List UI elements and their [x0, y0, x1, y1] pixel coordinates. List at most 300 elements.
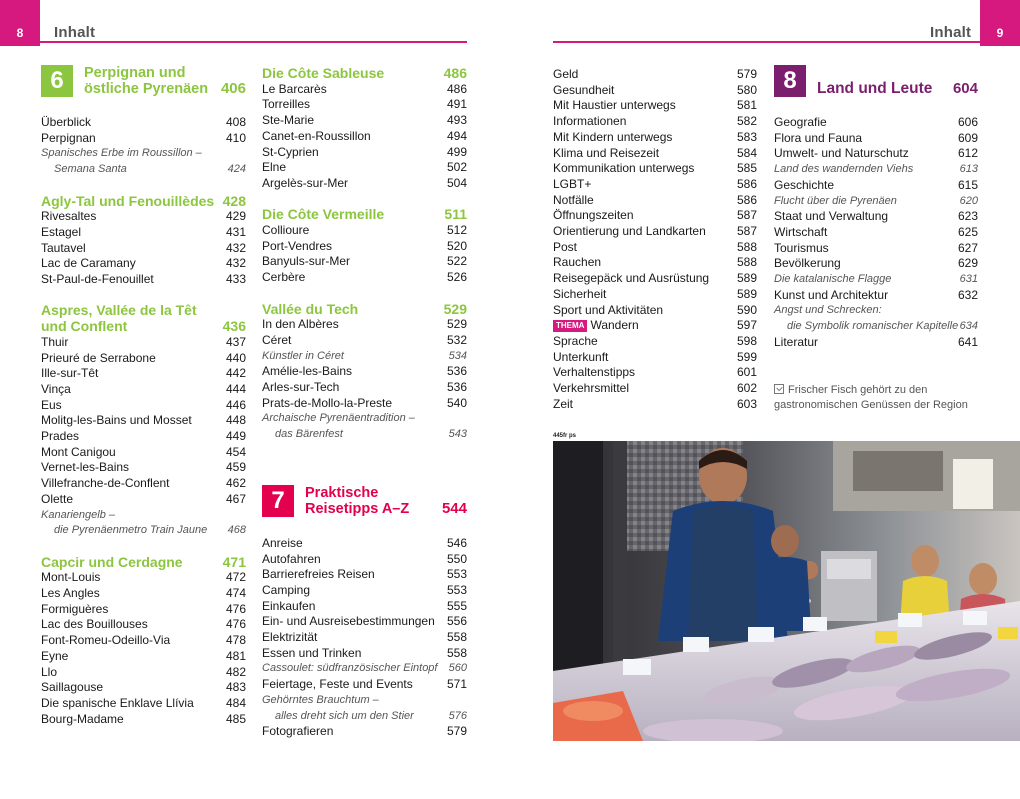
toc-entry[interactable]: [553, 397, 757, 413]
toc-entry-page: 532: [446, 332, 467, 347]
toc-entry[interactable]: [553, 193, 757, 209]
toc-entry-title: Mit Haustier unterwegs: [553, 98, 676, 113]
toc-entry[interactable]: [41, 382, 246, 398]
toc-entry[interactable]: [262, 427, 467, 443]
toc-entry[interactable]: [774, 225, 978, 241]
toc-entry[interactable]: [553, 271, 757, 287]
toc-entry[interactable]: [262, 411, 467, 427]
toc-entry[interactable]: [41, 586, 246, 602]
toc-entry-page: 534: [448, 349, 467, 362]
toc-list: [262, 223, 467, 286]
toc-entry[interactable]: [262, 129, 467, 145]
toc-entry[interactable]: [553, 161, 757, 177]
toc-list: [41, 570, 246, 727]
chapter-7-number-box: 7: [262, 485, 294, 517]
toc-list: [262, 317, 467, 443]
toc-entry[interactable]: [553, 114, 757, 130]
section-heading-sableuse[interactable]: [262, 66, 467, 82]
toc-entry-title: Feiertage, Feste und Events: [262, 677, 413, 692]
toc-entry-title: die Symbolik romanischer Kapitelle: [787, 320, 959, 333]
toc-entry[interactable]: [262, 583, 467, 599]
toc-entry-page: 485: [225, 711, 246, 726]
toc-entry[interactable]: [41, 696, 246, 712]
toc-entry-title: Amélie-les-Bains: [262, 364, 353, 379]
toc-entry[interactable]: [41, 209, 246, 225]
toc-entry-page: 468: [227, 524, 246, 537]
toc-entry-page: 536: [446, 364, 467, 379]
toc-entry-page: 442: [225, 366, 246, 381]
toc-entry-title: Die katalanische Flagge: [774, 273, 892, 286]
toc-entry[interactable]: [262, 270, 467, 286]
toc-entry-title: Céret: [262, 332, 292, 347]
toc-entry[interactable]: [262, 567, 467, 583]
section-page: 529: [443, 300, 467, 317]
toc-entry[interactable]: [262, 349, 467, 365]
toc-entry-title: Olette: [41, 491, 74, 506]
toc-entry-page: 522: [446, 254, 467, 269]
toc-entry-title: Kunst und Architektur: [774, 287, 889, 302]
toc-entry-page: 612: [957, 146, 978, 161]
toc-entry-title: Perpignan: [41, 130, 96, 145]
toc-entry-page: 632: [957, 287, 978, 302]
toc-entry[interactable]: [262, 661, 467, 677]
toc-entry[interactable]: [553, 67, 757, 83]
toc-entry-title: In den Albères: [262, 317, 339, 332]
toc-column-1: [41, 65, 246, 727]
toc-list: [262, 82, 467, 192]
toc-entry[interactable]: [774, 209, 978, 225]
toc-entry-title: Formiguères: [41, 601, 109, 616]
toc-entry-page: 602: [736, 381, 757, 396]
toc-entry[interactable]: [262, 160, 467, 176]
toc-entry-title: Collioure: [262, 223, 310, 238]
toc-entry-page: 502: [446, 160, 467, 175]
toc-entry[interactable]: [41, 570, 246, 586]
toc-entry-page: 481: [225, 648, 246, 663]
toc-entry[interactable]: [262, 239, 467, 255]
toc-entry-title: Argelès-sur-Mer: [262, 175, 349, 190]
toc-entry[interactable]: [262, 145, 467, 161]
toc-entry-title: Geografie: [774, 115, 827, 129]
toc-list: [41, 209, 246, 288]
section-title: Vallée du Tech: [262, 300, 359, 317]
toc-entry-title: Kanariengelb –: [41, 508, 116, 521]
toc-entry[interactable]: [774, 194, 978, 210]
toc-entry-title: Umwelt- und Naturschutz: [774, 146, 909, 161]
toc-entry[interactable]: [41, 445, 246, 461]
toc-entry[interactable]: [41, 162, 246, 178]
toc-entry[interactable]: [41, 256, 246, 272]
toc-entry-title: Post: [553, 239, 578, 254]
toc-entry-title: Geschichte: [774, 177, 835, 192]
toc-entry-title: Staat und Verwaltung: [774, 209, 889, 224]
toc-entry-title: Zeit: [553, 396, 574, 411]
toc-entry-title: LGBT+: [553, 176, 592, 191]
toc-entry-title: Lac de Caramany: [41, 256, 136, 271]
toc-entry-page: 629: [957, 256, 978, 271]
toc-entry-page: 560: [448, 662, 467, 675]
toc-entry[interactable]: [774, 131, 978, 147]
toc-entry-page: 446: [225, 397, 246, 412]
toc-entry-title: Land des wandernden Viehs: [774, 163, 914, 176]
toc-entry-page: 601: [736, 365, 757, 380]
toc-entry-page: 558: [446, 630, 467, 645]
toc-entry-page: 609: [957, 130, 978, 145]
toc-entry[interactable]: [262, 97, 467, 113]
toc-entry-title: Sprache: [553, 333, 598, 348]
toc-entry-page: 476: [225, 617, 246, 632]
toc-entry-page: 613: [959, 163, 978, 176]
toc-entry-page: 585: [736, 161, 757, 176]
toc-entry-page: 582: [736, 114, 757, 129]
toc-entry[interactable]: [774, 319, 978, 335]
toc-entry-title: St-Cyprien: [262, 144, 319, 159]
toc-entry-title: Unterkunft: [553, 349, 609, 364]
toc-entry[interactable]: [41, 225, 246, 241]
toc-entry-title: Angst und Schrecken:: [774, 304, 882, 317]
toc-entry-page: 526: [446, 270, 467, 285]
toc-entry[interactable]: [262, 176, 467, 192]
toc-entry-title: Künstler in Céret: [262, 349, 344, 362]
toc-entry-page: 482: [225, 664, 246, 679]
toc-entry-title: Prieuré de Serrabone: [41, 350, 156, 365]
toc-entry-title: Literatur: [774, 334, 819, 349]
toc-entry-title: Mont-Louis: [41, 570, 101, 585]
toc-list: [41, 115, 246, 178]
toc-entry-title: Barrierefreies Reisen: [262, 567, 375, 582]
toc-entry[interactable]: [262, 333, 467, 349]
photo-caption: Frischer Fisch gehört zu den gastronomischen Genüssen der Region: [774, 384, 968, 411]
toc-entry[interactable]: [262, 693, 467, 709]
toc-entry-page: 556: [446, 614, 467, 629]
toc-entry[interactable]: [41, 272, 246, 288]
toc-entry[interactable]: [41, 602, 246, 618]
toc-entry-title: Arles-sur-Tech: [262, 380, 340, 395]
toc-entry[interactable]: [262, 646, 467, 662]
toc-entry-page: 586: [736, 192, 757, 207]
section-heading-capcir[interactable]: [41, 555, 246, 571]
toc-entry-page: 581: [736, 98, 757, 113]
toc-entry-page: 603: [736, 396, 757, 411]
toc-entry-title: St-Paul-de-Fenouillet: [41, 272, 154, 287]
toc-entry-page: 587: [736, 224, 757, 239]
toc-entry[interactable]: [262, 599, 467, 615]
toc-entry-page: 433: [225, 272, 246, 287]
toc-entry[interactable]: [262, 317, 467, 333]
toc-entry-title: Bourg-Madame: [41, 711, 124, 726]
toc-entry[interactable]: [262, 630, 467, 646]
page-number-right: 9: [980, 0, 1020, 46]
toc-entry-page: 540: [446, 395, 467, 410]
toc-entry-title: Gesundheit: [553, 82, 615, 97]
toc-entry-title: Mont Canigou: [41, 444, 116, 459]
toc-entry-page: 588: [736, 239, 757, 254]
toc-entry[interactable]: [41, 617, 246, 633]
toc-entry-title: Vernet-les-Bains: [41, 460, 130, 475]
thema-badge: THEMA: [553, 320, 587, 332]
toc-entry[interactable]: [41, 366, 246, 382]
toc-entry[interactable]: [41, 680, 246, 696]
toc-entry-title: Klima und Reisezeit: [553, 145, 660, 160]
toc-entry-page: 586: [736, 176, 757, 191]
toc-list: [41, 335, 246, 539]
toc-entry-page: 553: [446, 582, 467, 597]
toc-entry-page: 584: [736, 145, 757, 160]
toc-entry[interactable]: [774, 288, 978, 304]
toc-entry[interactable]: [553, 130, 757, 146]
toc-entry[interactable]: [553, 303, 757, 319]
toc-entry-title: Autofahren: [262, 551, 321, 566]
toc-entry-page: 449: [225, 429, 246, 444]
toc-entry-page: 494: [446, 128, 467, 143]
toc-entry-page: 579: [446, 724, 467, 739]
toc-entry-title: Prades: [41, 429, 80, 444]
toc-entry-page: 491: [446, 97, 467, 112]
toc-entry-page: 615: [957, 177, 978, 192]
toc-entry[interactable]: [41, 492, 246, 508]
toc-entry[interactable]: [553, 208, 757, 224]
toc-column-4: [774, 65, 978, 351]
toc-entry-title: Cerbère: [262, 270, 306, 285]
toc-entry-page: 467: [225, 491, 246, 506]
toc-entry[interactable]: [774, 162, 978, 178]
header-rule-right: [553, 41, 980, 43]
toc-entry-page: 536: [446, 380, 467, 395]
chapter-8-page: 604: [952, 80, 978, 97]
toc-entry-title: Ein- und Ausreisebestimmungen: [262, 614, 435, 629]
toc-entry-page: 553: [446, 567, 467, 582]
toc-entry[interactable]: [41, 115, 246, 131]
toc-entry[interactable]: [553, 224, 757, 240]
toc-entry-page: 625: [957, 224, 978, 239]
chapter-8-heading[interactable]: [774, 65, 978, 97]
toc-entry-page: 499: [446, 144, 467, 159]
toc-entry[interactable]: [41, 335, 246, 351]
section-heading-vermeille[interactable]: [262, 207, 467, 223]
toc-entry[interactable]: [41, 476, 246, 492]
toc-entry[interactable]: [774, 178, 978, 194]
photo-credit: 445fr ps: [553, 433, 577, 439]
toc-entry[interactable]: [553, 83, 757, 99]
section-title: Capcir und Cerdagne: [41, 553, 183, 570]
toc-entry-title: Flora und Fauna: [774, 130, 863, 145]
section-page: 511: [444, 206, 467, 223]
toc-entry[interactable]: [41, 398, 246, 414]
toc-entry[interactable]: [774, 115, 978, 131]
toc-entry-page: 432: [225, 240, 246, 255]
toc-entry-title: Vinça: [41, 381, 71, 396]
toc-entry[interactable]: [41, 146, 246, 162]
toc-entry-title: Font-Romeu-Odeillo-Via: [41, 633, 171, 648]
toc-entry[interactable]: [41, 633, 246, 649]
toc-column-3: [553, 67, 757, 412]
toc-entry[interactable]: [553, 365, 757, 381]
toc-entry-title: Überblick: [41, 115, 92, 129]
toc-entry-page: 588: [736, 255, 757, 270]
toc-entry-title: Prats-de-Mollo-la-Preste: [262, 395, 393, 410]
toc-entry-title: Le Barcarès: [262, 81, 327, 96]
toc-entry[interactable]: [553, 334, 757, 350]
toc-entry-title: Öffnungszeiten: [553, 208, 634, 223]
fish-market-photo: [553, 441, 1020, 741]
toc-entry-page: 590: [736, 302, 757, 317]
photo-arrow-icon: [774, 384, 784, 394]
toc-entry-page: 476: [225, 601, 246, 616]
toc-entry-title: Archaische Pyrenäentradition –: [262, 412, 415, 425]
toc-entry-page: 484: [225, 695, 246, 710]
toc-entry-page: 579: [736, 67, 757, 81]
toc-entry[interactable]: [774, 256, 978, 272]
toc-entry-title: Eus: [41, 397, 62, 412]
toc-entry[interactable]: [262, 380, 467, 396]
chapter-8-number-box: 8: [774, 65, 806, 97]
toc-entry[interactable]: [262, 709, 467, 725]
toc-entry[interactable]: [262, 614, 467, 630]
section-heading-agly[interactable]: [41, 194, 246, 210]
toc-entry[interactable]: [774, 241, 978, 257]
toc-entry[interactable]: [553, 98, 757, 114]
toc-entry-page: 627: [957, 240, 978, 255]
toc-list: [262, 536, 467, 740]
toc-entry-title: Camping: [262, 582, 311, 597]
toc-entry-page: 440: [225, 350, 246, 365]
section-title: Die Côte Sableuse: [262, 65, 385, 81]
toc-entry-title: Geld: [553, 67, 579, 81]
toc-entry[interactable]: [41, 429, 246, 445]
toc-entry[interactable]: [41, 413, 246, 429]
toc-entry[interactable]: [262, 223, 467, 239]
toc-entry-page: 529: [446, 317, 467, 332]
toc-entry-title: Kommunikation unterwegs: [553, 161, 695, 176]
toc-entry[interactable]: [553, 146, 757, 162]
toc-entry-title: Semana Santa: [54, 163, 127, 176]
toc-entry[interactable]: [41, 665, 246, 681]
toc-entry[interactable]: [41, 523, 246, 539]
section-page: 428: [222, 192, 246, 209]
toc-entry[interactable]: [262, 724, 467, 740]
toc-entry[interactable]: [262, 536, 467, 552]
toc-entry[interactable]: [262, 396, 467, 412]
toc-entry[interactable]: [553, 255, 757, 271]
toc-entry-page: 493: [446, 113, 467, 128]
toc-entry[interactable]: [41, 131, 246, 147]
toc-entry-page: 543: [448, 428, 467, 441]
toc-entry[interactable]: [41, 460, 246, 476]
toc-entry-page: 597: [736, 318, 757, 333]
chapter-6-heading[interactable]: [41, 65, 246, 97]
section-heading-aspres[interactable]: [41, 303, 246, 334]
toc-entry-title: Eyne: [41, 648, 69, 663]
toc-entry[interactable]: [553, 350, 757, 366]
chapter-6-number-box: 6: [41, 65, 73, 97]
toc-entry-page: 623: [957, 209, 978, 224]
toc-entry-page: 483: [225, 680, 246, 695]
toc-entry-page: 478: [225, 633, 246, 648]
chapter-7-heading[interactable]: [262, 485, 467, 517]
toc-entry-title: Flucht über die Pyrenäen: [774, 194, 897, 207]
toc-entry-page: 437: [225, 334, 246, 349]
toc-entry-title: Les Angles: [41, 586, 100, 601]
toc-entry-title: Wandern: [590, 318, 639, 333]
toc-entry-title: Rauchen: [553, 255, 602, 270]
toc-entry-page: 589: [736, 271, 757, 286]
toc-entry-title: Canet-en-Roussillon: [262, 128, 371, 143]
toc-entry[interactable]: [553, 240, 757, 256]
toc-entry[interactable]: [41, 649, 246, 665]
chapter-7-title: Praktische Reisetipps A–Z: [305, 484, 410, 517]
toc-entry-page: 474: [225, 586, 246, 601]
section-heading-tech[interactable]: [262, 302, 467, 318]
toc-entry[interactable]: [553, 287, 757, 303]
toc-entry-title: Banyuls-sur-Mer: [262, 254, 351, 269]
toc-entry-page: 599: [736, 349, 757, 364]
toc-entry-page: 620: [959, 194, 978, 207]
toc-entry[interactable]: [262, 364, 467, 380]
toc-entry-title: Torreilles: [262, 97, 311, 112]
chapter-7-page: 544: [441, 499, 467, 517]
toc-entry[interactable]: [41, 241, 246, 257]
toc-entry-page: 589: [736, 286, 757, 301]
toc-entry[interactable]: [553, 381, 757, 397]
toc-entry-page: 558: [446, 645, 467, 660]
toc-entry[interactable]: [262, 82, 467, 98]
toc-entry-title: alles dreht sich um den Stier: [275, 709, 414, 722]
toc-entry-title: Informationen: [553, 114, 627, 129]
toc-entry-title: Bevölkerung: [774, 256, 841, 271]
toc-entry-title: Port-Vendres: [262, 238, 333, 253]
toc-entry-page: 424: [227, 163, 246, 176]
toc-entry-title: Tautavel: [41, 240, 86, 255]
toc-entry-page: 576: [448, 709, 467, 722]
toc-entry[interactable]: [262, 552, 467, 568]
toc-entry-title: Lac des Bouillouses: [41, 617, 148, 632]
section-title: Die Côte Vermeille: [262, 206, 385, 223]
toc-entry[interactable]: [774, 272, 978, 288]
toc-entry-page: 448: [225, 413, 246, 428]
section-title: Aspres, Vallée de la Têt und Conflent: [41, 302, 197, 335]
toc-entry-title: Cassoulet: südfranzösischer Eintopf: [262, 662, 438, 675]
toc-entry-title: Ste-Marie: [262, 113, 315, 128]
toc-entry-title: Sicherheit: [553, 286, 607, 301]
toc-entry-page: 555: [446, 598, 467, 613]
toc-entry-title: Ille-sur-Têt: [41, 366, 99, 381]
toc-entry-page: 606: [957, 115, 978, 129]
toc-entry[interactable]: [41, 508, 246, 524]
toc-entry[interactable]: [774, 146, 978, 162]
toc-entry-page: 504: [446, 175, 467, 190]
toc-entry[interactable]: [41, 712, 246, 728]
toc-entry-title: Tourismus: [774, 240, 829, 255]
toc-entry-page: 462: [225, 476, 246, 491]
toc-entry-title: Molitg-les-Bains und Mosset: [41, 413, 192, 428]
toc-entry[interactable]: [262, 254, 467, 270]
toc-entry-title: Wirtschaft: [774, 224, 828, 239]
toc-entry-title: Spanisches Erbe im Roussillon –: [41, 147, 202, 160]
page-number-left: 8: [0, 0, 40, 46]
toc-entry[interactable]: [774, 303, 978, 319]
toc-entry-title: Saillagouse: [41, 680, 104, 695]
toc-entry[interactable]: [774, 335, 978, 351]
toc-entry-page: 472: [225, 570, 246, 585]
toc-entry-page: 459: [225, 460, 246, 475]
toc-entry[interactable]: [553, 318, 757, 334]
toc-entry[interactable]: [553, 177, 757, 193]
toc-entry[interactable]: [262, 113, 467, 129]
toc-entry[interactable]: [262, 677, 467, 693]
toc-entry[interactable]: [41, 351, 246, 367]
toc-entry-title: Essen und Trinken: [262, 645, 362, 660]
toc-entry-title: Sport und Aktivitäten: [553, 302, 664, 317]
